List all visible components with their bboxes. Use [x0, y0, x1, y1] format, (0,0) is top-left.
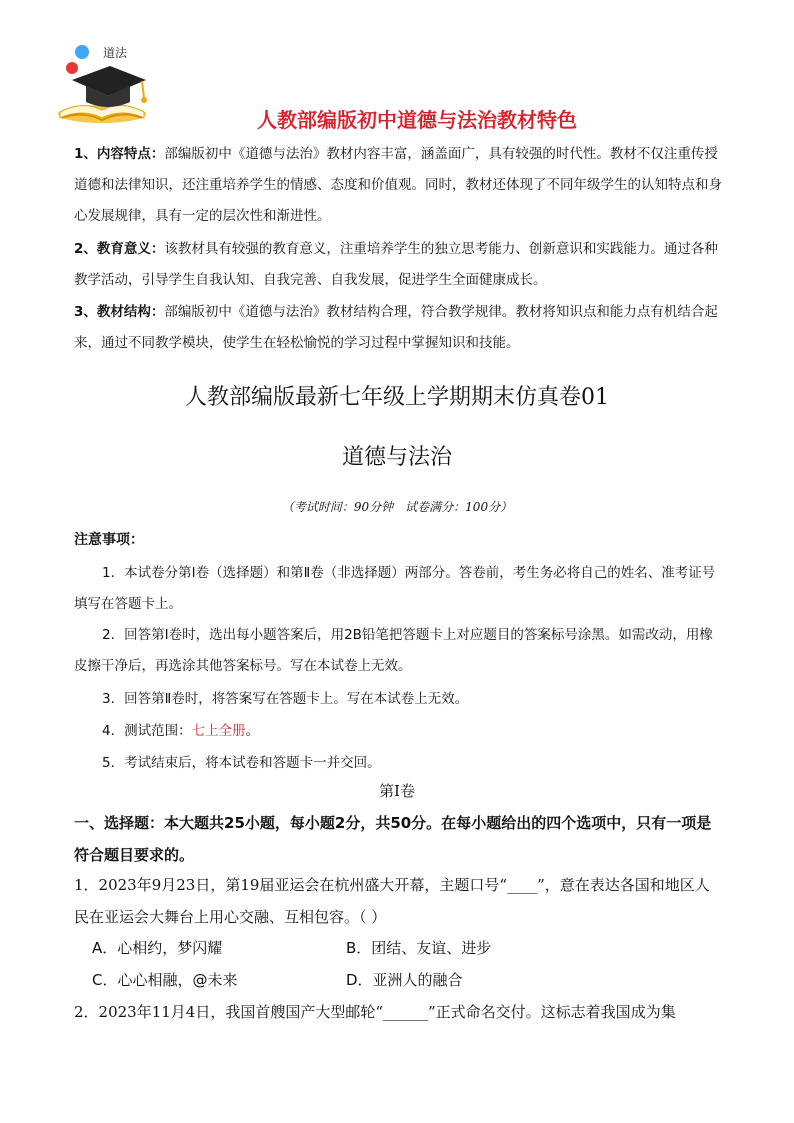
feature-content [74, 139, 724, 232]
option-d: D．亚洲人的融合 [346, 971, 463, 989]
feature-label: 3、教材结构： [74, 304, 165, 320]
section-heading: 一、选择题：本大题共25小题，每小题2分，共50分。在每小题给出的四个选项中，只有一项是符合题目要求的。 [74, 814, 712, 864]
brand-title: 人教部编版初中道德与法治教材特色 [257, 108, 577, 132]
notice-heading: 注意事项： [74, 532, 144, 548]
feature-education [74, 234, 724, 296]
notice-item-scope [74, 716, 724, 747]
notice-item: 5．考试结束后，将本试卷和答题卡一并交回。 [102, 755, 381, 771]
option-c: C．心心相融，@未来 [92, 971, 238, 989]
feature-label: 1、内容特点： [74, 146, 165, 162]
question-stem: 1．2023年9月23日，第19届亚运会在杭州盛大开幕，主题口号“____”，意在表达各国和地区人民在亚运会大舞台上用心交融、互相包容。（ ） [74, 876, 710, 926]
scope-value: 七上全册 [191, 723, 246, 739]
feature-text: 部编版初中《道德与法治》教材结构合理，符合教学规律。教材将知识点和能力点有机结合起来，通过不同教学模块，使学生在轻松愉悦的学习过程中掌握知识和技能。 [74, 304, 718, 351]
notice-item: 2．回答第Ⅰ卷时，选出每小题答案后，用2B铅笔把答题卡上对应题目的答案标号涂黑。如需改动，用橡皮擦干净后，再选涂其他答案标号。写在本试卷上无效。 [74, 627, 713, 674]
option-a: A．心相约，梦闪耀 [92, 939, 223, 957]
volume-heading: 第Ⅰ卷 [379, 782, 415, 800]
notice-item: 3．回答第Ⅱ卷时，将答案写在答题卡上。写在本试卷上无效。 [102, 691, 469, 707]
exam-info: （考试时间：90分钟 试卷满分：100分） [281, 500, 513, 514]
question-stem: 2．2023年11月4日，我国首艘国产大型邮轮“______”正式命名交付。这标志着我国成为集 [74, 1003, 676, 1021]
notice-item: 1．本试卷分第Ⅰ卷（选择题）和第Ⅱ卷（非选择题）两部分。答卷前，考生务必将自己的姓名、准考证号填写在答题卡上。 [74, 565, 716, 612]
scope-label: 4．测试范围： [102, 723, 192, 739]
exam-title: 人教部编版最新七年级上学期期末仿真卷01 [185, 385, 609, 410]
scope-end: 。 [245, 723, 260, 739]
feature-label: 2、教育意义： [74, 241, 165, 257]
feature-text: 部编版初中《道德与法治》教材内容丰富，涵盖面广，具有较强的时代性。教材不仅注重传授道德和法律知识，还注重培养学生的情感、态度和价值观。同时，教材还体现了不同年级学生的认知特点和身心发展规律，具有一定的层次性和渐进性。 [74, 146, 722, 224]
exam-subject: 道德与法治 [341, 445, 452, 470]
logo-label: 道法 [103, 46, 128, 60]
feature-text: 该教材具有较强的教育意义，注重培养学生的独立思考能力、创新意识和实践能力。通过各种教学活动，引导学生自我认知、自我完善、自我发展，促进学生全面健康成长。 [74, 241, 718, 288]
option-b: B．团结、友谊、进步 [346, 939, 492, 957]
feature-structure [74, 297, 724, 359]
